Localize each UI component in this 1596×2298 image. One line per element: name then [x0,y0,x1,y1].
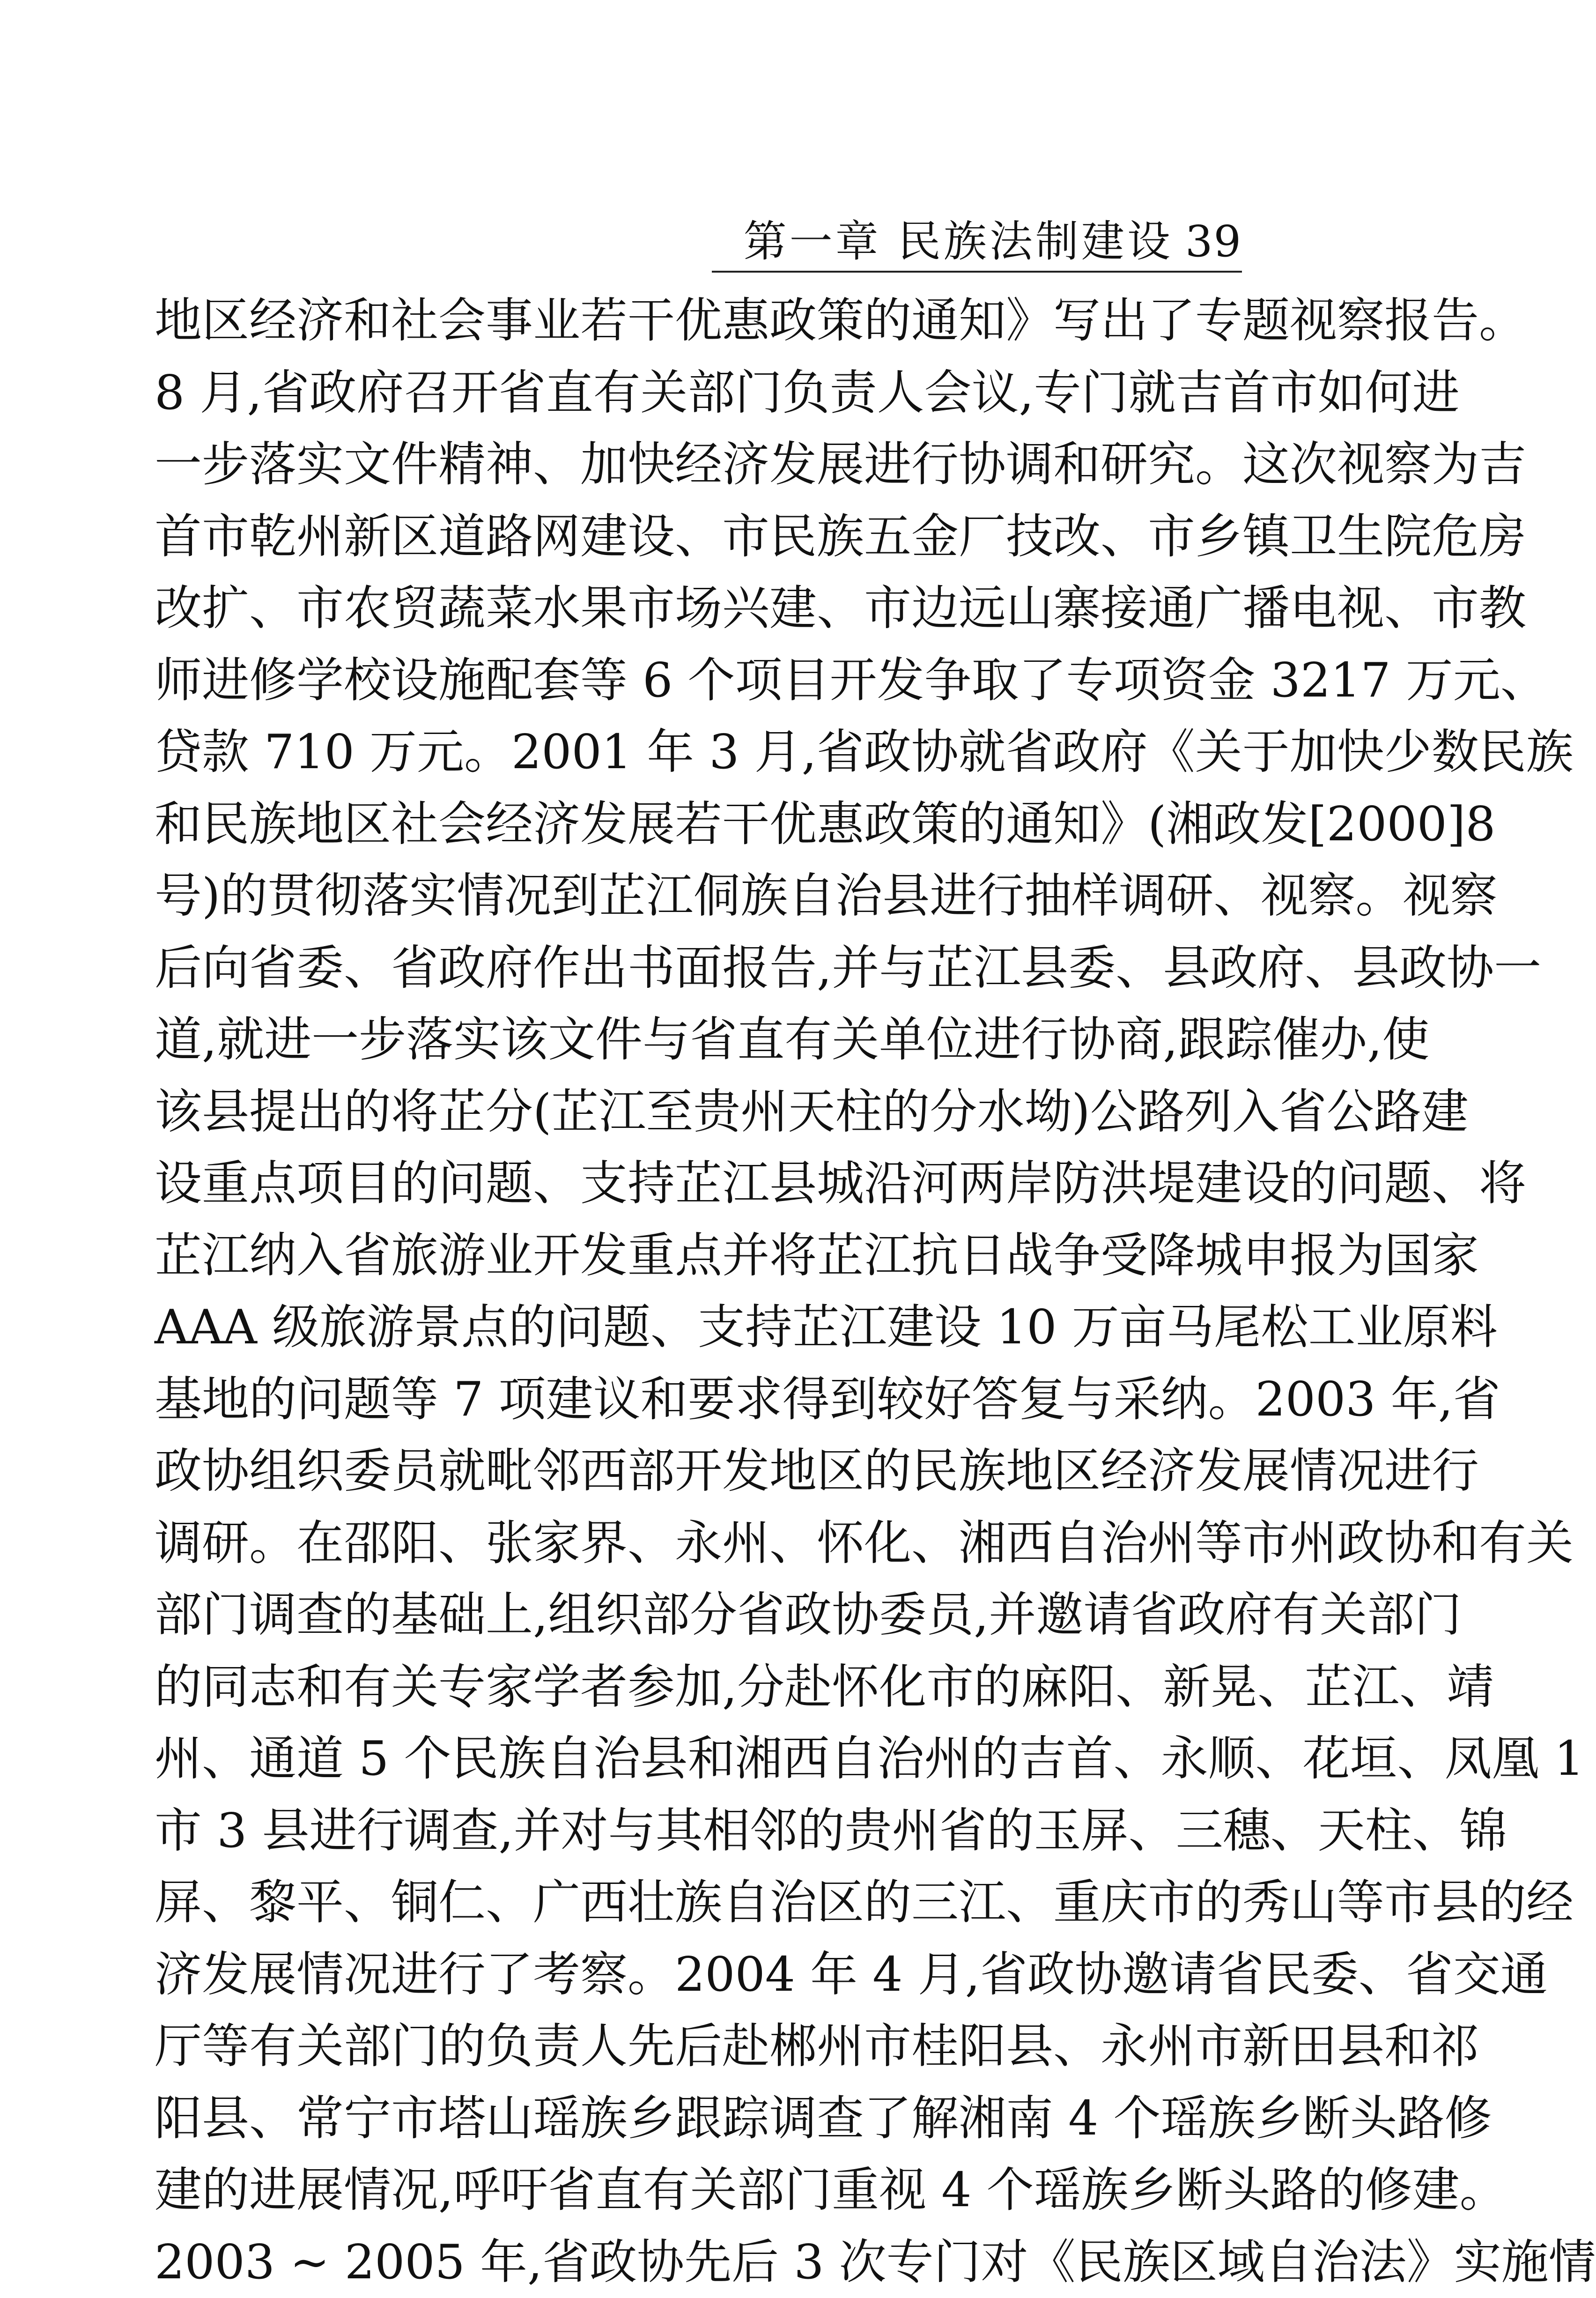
text-line: 后向省委、省政府作出书面报告,并与芷江县委、县政府、县政协一 [155,932,1246,1004]
text-line: 基地的问题等 7 项建议和要求得到较好答复与采纳。2003 年,省 [155,1364,1246,1436]
text-line: 该县提出的将芷分(芷江至贵州天柱的分水坳)公路列入省公路建 [155,1076,1246,1148]
text-line: 和民族地区社会经济发展若干优惠政策的通知》(湘政发[2000]8 [155,788,1246,860]
text-line: 厅等有关部门的负责人先后赴郴州市桂阳县、永州市新田县和祁 [155,2010,1246,2083]
text-line: 2003 ~ 2005 年,省政协先后 3 次专门对《民族区域自治法》实施情 [155,2226,1246,2298]
text-line: 调研。在邵阳、张家界、永州、怀化、湘西自治州等市州政协和有关 [155,1507,1246,1579]
page-number: 39 [1185,216,1242,267]
text-line: 号)的贯彻落实情况到芷江侗族自治县进行抽样调研、视察。视察 [155,860,1246,932]
text-line: 设重点项目的问题、支持芷江县城沿河两岸防洪堤建设的问题、将 [155,1148,1246,1220]
text-line: AAA 级旅游景点的问题、支持芷江建设 10 万亩马尾松工业原料 [155,1291,1246,1364]
text-line: 芷江纳入省旅游业开发重点并将芷江抗日战争受降城申报为国家 [155,1220,1246,1292]
text-line: 的同志和有关专家学者参加,分赴怀化市的麻阳、新晃、芷江、靖 [155,1651,1246,1723]
body-text [155,285,1246,2298]
running-header [712,218,1242,273]
text-line: 屏、黎平、铜仁、广西壮族自治区的三江、重庆市的秀山等市县的经 [155,1867,1246,1939]
text-line: 师进修学校设施配套等 6 个项目开发争取了专项资金 3217 万元、 [155,645,1246,717]
text-line: 阳县、常宁市塔山瑶族乡跟踪调查了解湘南 4 个瑶族乡断头路修 [155,2083,1246,2155]
text-line: 贷款 710 万元。2001 年 3 月,省政协就省政府《关于加快少数民族 [155,716,1246,788]
text-line: 一步落实文件精神、加快经济发展进行协调和研究。这次视察为吉 [155,429,1246,501]
text-line: 州、通道 5 个民族自治县和湘西自治州的吉首、永顺、花垣、凤凰 1 [155,1723,1246,1795]
text-line: 首市乾州新区道路网建设、市民族五金厂技改、市乡镇卫生院危房 [155,501,1246,573]
text-line: 8 月,省政府召开省直有关部门负责人会议,专门就吉首市如何进 [155,357,1246,429]
text-line: 济发展情况进行了考察。2004 年 4 月,省政协邀请省民委、省交通 [155,1939,1246,2011]
text-line: 部门调查的基础上,组织部分省政协委员,并邀请省政府有关部门 [155,1579,1246,1651]
text-line: 市 3 县进行调查,并对与其相邻的贵州省的玉屏、三穗、天柱、锦 [155,1795,1246,1867]
text-line: 地区经济和社会事业若干优惠政策的通知》写出了专题视察报告。 [155,285,1246,357]
text-line: 改扩、市农贸蔬菜水果市场兴建、市边远山寨接通广播电视、市教 [155,572,1246,645]
chapter-title: 第一章 民族法制建设 [744,216,1173,267]
text-line: 政协组织委员就毗邻西部开发地区的民族地区经济发展情况进行 [155,1435,1246,1507]
text-line: 道,就进一步落实该文件与省直有关单位进行协商,跟踪催办,使 [155,1004,1246,1076]
text-line: 建的进展情况,呼吁省直有关部门重视 4 个瑶族乡断头路的修建。 [155,2154,1246,2226]
